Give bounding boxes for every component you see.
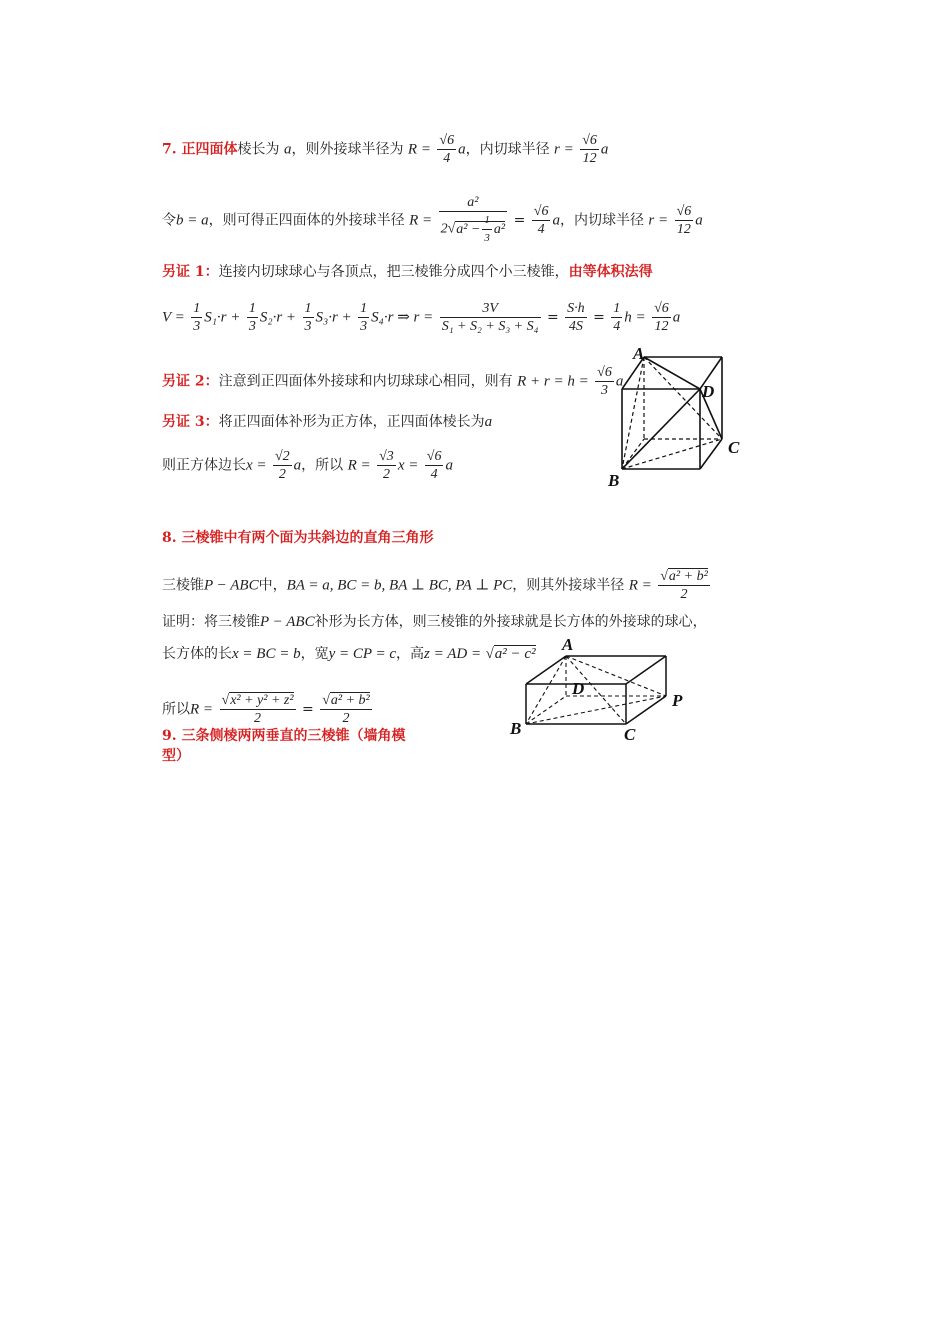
s8-heading: 8. 三棱锥中有两个面为共斜边的直角三角形 (162, 530, 434, 546)
s9-heading-cut: 9. 三条侧棱两两垂直的三棱锥（墙角模型） (162, 728, 406, 764)
fraction: $\frac{√6}{4}$ (439, 133, 455, 166)
vertex-C: C (624, 725, 636, 744)
vertex-B: B (510, 719, 522, 738)
box-figure (500, 632, 700, 744)
vertex-A: A (633, 344, 645, 363)
s8-line-3: 长方体的长x = BC = b，宽y = CP = c，高z = AD = √a² − c² (162, 646, 536, 662)
s7-heading: 7. 正四面体 (162, 141, 238, 158)
s7-proof-1: 另证 1：连接内切球球心与各顶点，把三棱锥分成四个小三棱锥，由等体积法得 (162, 264, 653, 280)
s7-line-1: 7. 正四面体棱长为 a，则外接球半径为 R = $\frac{√6}{4}$ a，内切球半径 r = $\frac{√6}{12}$ a (162, 133, 609, 166)
vertex-B: B (608, 471, 620, 490)
vertex-P: P (672, 691, 683, 710)
s8-heading-line (162, 528, 434, 548)
s7-line-4: V = $\frac{1}{3}$ S₁·r + $\frac{1}{3}$ S₂·r + $\frac{1}{3}$ S₃·r + $\frac{1}{3}$ S₄·r ⇒ r = $\frac{3V}{\text{S₁ + S₂ + S₃ + S₄}}$ = $\frac{S\cdot h}{4S}$ = $\frac{1}{4}$ h = $\frac{√6}{12}$ a (162, 301, 681, 334)
s7-line-2: 令b = a，则可得正四面体的外接球半径 R = a² 2√a² − $\frac{1}{3}$ a² = $\frac{√6}{4}$ a，内切球半径 r = $\frac{√6}{12}$ a (162, 194, 703, 247)
fraction: $\frac{√6}{12}$ (582, 133, 597, 166)
s7-proof-3: 另证 3：将正四面体补形为正方体，正四面体棱长为a (162, 414, 493, 430)
vertex-A: A (562, 635, 574, 654)
fraction: $\frac{√6}{12}$ (676, 204, 692, 237)
s8-line-4: 所以R = $\frac{\text{√x² + y² + z²}}{2}$ = $\frac{\text{√a² + b²}}{2}$ (162, 693, 370, 726)
s8-line-1: 三棱锥P − ABC中，BA = a, BC = b, BA ⊥ BC, PA ⊥ PC，则其外接球半径 R = $\frac{\text{√a² + b²}}{2}$ (162, 569, 708, 602)
vertex-C: C (728, 438, 740, 457)
cube-figure (600, 345, 760, 490)
vertex-D: D (702, 382, 715, 401)
s8-line-2: 证明：将三棱锥P − ABC补形为长方体，则三棱锥的外接球就是长方体的外接球的球心， (162, 614, 707, 630)
s7-proof-2: 另证 2：注意到正四面体外接球和内切球球心相同，则有 R + r = h = $\frac{√6}{3}$ a (162, 365, 624, 398)
fraction: $\frac{√6}{4}$ (533, 204, 549, 237)
vertex-D: D (572, 679, 585, 698)
fraction: a² 2√a² − $\frac{1}{3}$ a² (440, 195, 506, 244)
s7-line-7: 则正方体边长x = $\frac{√2}{2}$ a，所以 R = $\frac{√3}{2}$ x = $\frac{√6}{4}$ a (162, 449, 453, 482)
